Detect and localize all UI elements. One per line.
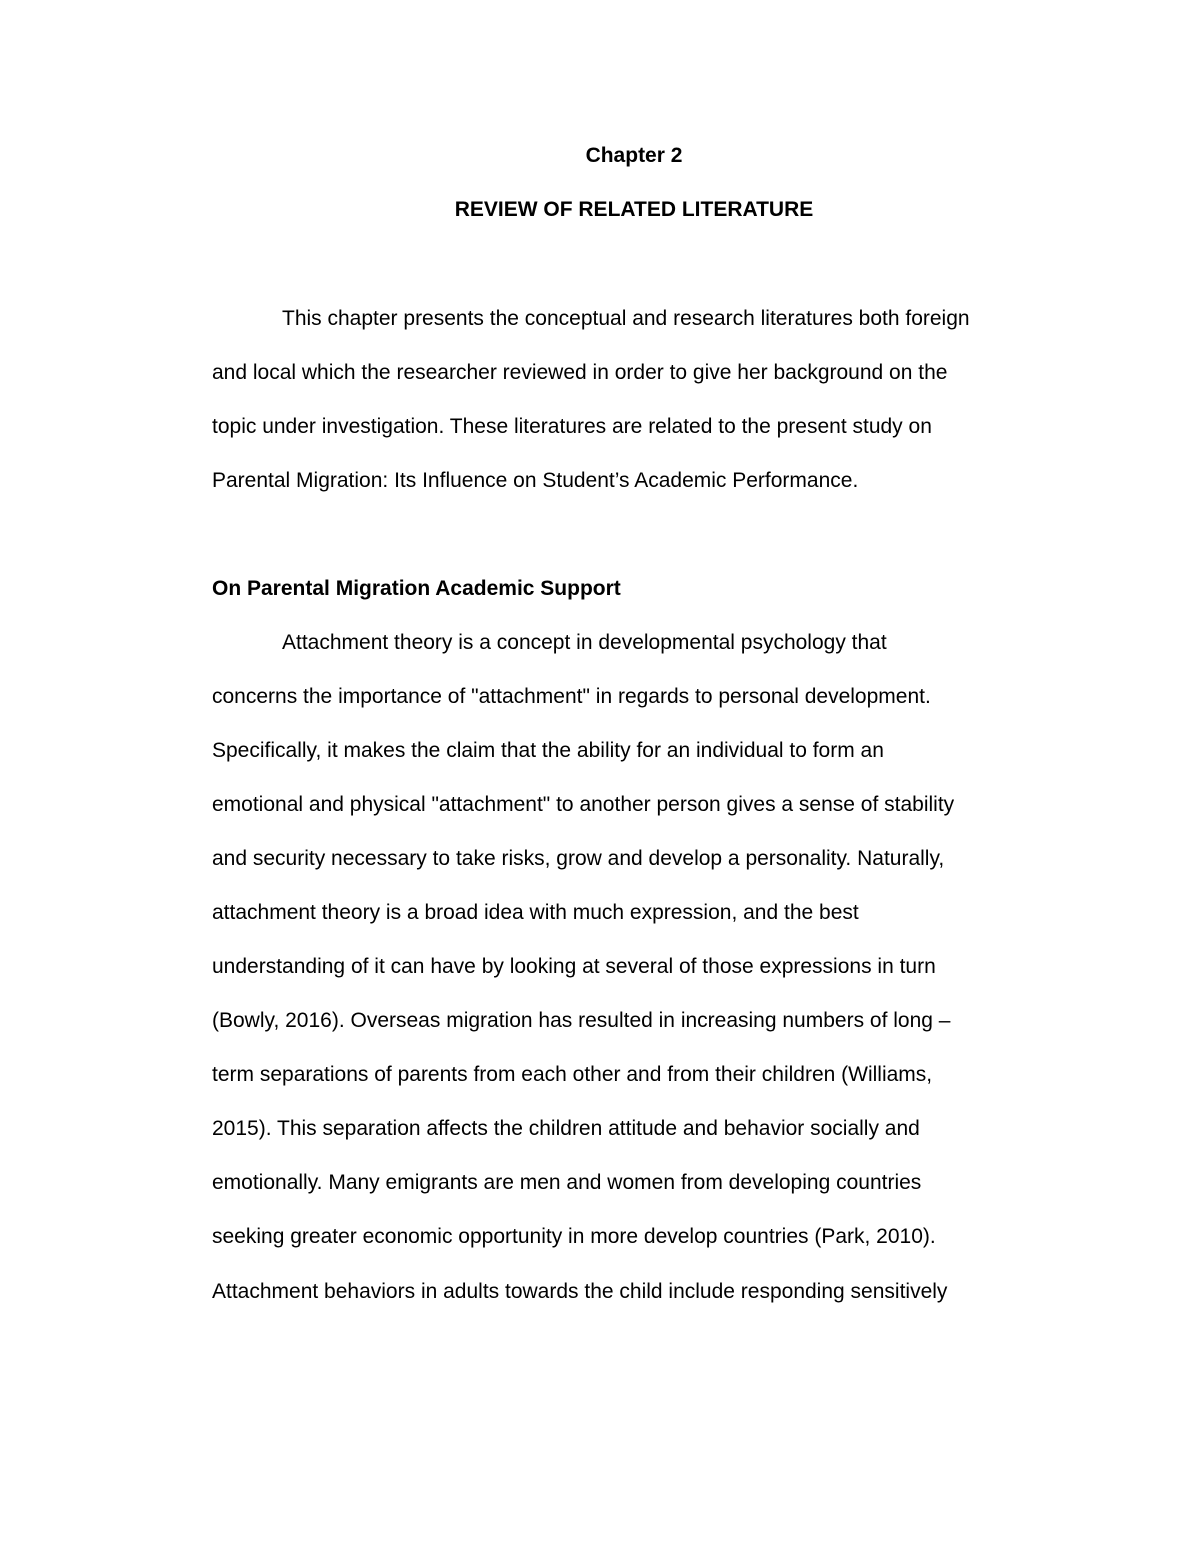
body-line: attachment theory is a broad idea with much expression, and the best — [212, 901, 859, 924]
body-line: (Bowly, 2016). Overseas migration has resulted in increasing numbers of long – — [212, 1009, 951, 1032]
intro-line: Parental Migration: Its Influence on Student’s Academic Performance. — [212, 469, 859, 492]
body-line: 2015). This separation affects the children attitude and behavior socially and — [212, 1117, 920, 1140]
body-line: term separations of parents from each other and from their children (Williams, — [212, 1063, 933, 1086]
chapter-title: REVIEW OF RELATED LITERATURE — [454, 198, 814, 221]
body-line: understanding of it can have by looking at several of those expressions in turn — [212, 955, 936, 978]
section-heading: On Parental Migration Academic Support — [212, 577, 621, 600]
body-line: and security necessary to take risks, grow and develop a personality. Naturally, — [212, 847, 945, 870]
chapter-label: Chapter 2 — [585, 144, 683, 167]
body-line: seeking greater economic opportunity in more develop countries (Park, 2010). — [212, 1225, 936, 1248]
body-line: Specifically, it makes the claim that the ability for an individual to form an — [212, 739, 884, 762]
body-line: Attachment behaviors in adults towards the child include responding sensitively — [212, 1280, 948, 1303]
body-line: emotionally. Many emigrants are men and women from developing countries — [212, 1171, 922, 1194]
intro-line: This chapter presents the conceptual and research literatures both foreign — [282, 307, 970, 330]
body-line: concerns the importance of "attachment" in regards to personal development. — [212, 685, 931, 708]
body-line: emotional and physical "attachment" to another person gives a sense of stability — [212, 793, 955, 816]
body-line: Attachment theory is a concept in developmental psychology that — [282, 631, 887, 654]
intro-line: and local which the researcher reviewed in order to give her background on the — [212, 361, 948, 384]
intro-line: topic under investigation. These literatures are related to the present study on — [212, 415, 932, 438]
